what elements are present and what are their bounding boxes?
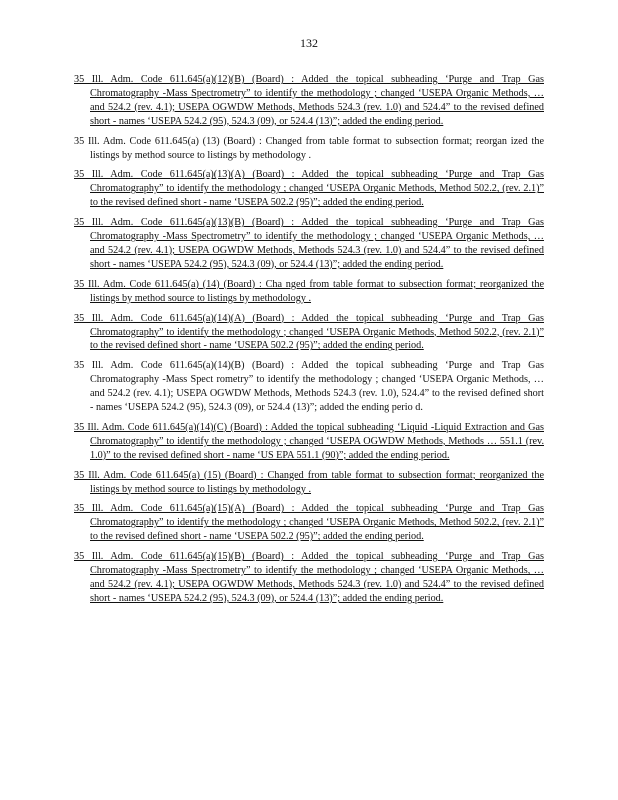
page-number: 132 [300,36,318,50]
entry-list [74,73,544,612]
list-item: 35 Ill. Adm. Code 611.645(a)(13)(B) (Board) : Added the topical subheading ‘Purge and Trap Gas Chromatography -Mass Spectrometry” to identify the methodology ; changed ‘USEPA Organic Methods, … and 524.2 (rev. 4.1); USEPA OGWDW Methods, Methods 524.3 (rev. 1.0) and 524.4” to the revised defined short - names ‘USEPA 524.2 (95), 524.3 (09), or 524.4 (13)”; added the ending period. [74,217,544,270]
list-item: 35 Ill. Adm. Code 611.645(a) (13) (Board) : Changed from table format to subsection format; reorgan ized the listings by method source to listings by methodology . [74,135,544,161]
list-item: 35 Ill. Adm. Code 611.645(a)(15)(A) (Board) : Added the topical subheading ‘Purge and Trap Gas Chromatography” to identify the methodology ; changed ‘USEPA Organic Methods, Method 502.2, (rev. 2.1)” to the revised defined short - name ‘USEPA 502.2 (95)”; added the ending period. [74,503,544,543]
list-item: 35 Ill. Adm. Code 611.645(a)(13)(A) (Board) : Added the topical subheading ‘Purge and Trap Gas Chromatography” to identify the methodology ; changed ‘USEPA Organic Methods, Method 502.2, (rev. 2.1)” to the revised defined short - name ‘USEPA 502.2 (95)”; added the ending period. [74,169,544,209]
list-item: 35 Ill. Adm. Code 611.645(a)(12)(B) (Board) : Added the topical subheading ‘Purge and Trap Gas Chromatography -Mass Spectrometry” to identify the methodology ; changed ‘USEPA Organic Methods, … and 524.2 (rev. 4.1); USEPA OGWDW Methods, Methods 524.3 (rev. 1.0) and 524.4” to the revised defined short - names ‘USEPA 524.2 (95), 524.3 (09), or 524.4 (13)”; added the ending period. [74,74,544,127]
list-item: 35 Ill. Adm. Code 611.645(a) (14) (Board) : Cha nged from table format to subsection format; reorganized the listings by method source to listings by methodology . [74,278,544,304]
list-item: 35 Ill. Adm. Code 611.645(a)(14)(B) (Board) : Added the topical subheading ‘Purge and Trap Gas Chromatography -Mass Spect rometry” to identify the methodology ; changed ‘USEPA Organic Methods, … and 524.2 (rev. 4.1); USEPA OGWDW Methods, Methods 524.3 (rev. 1.0), 524.4” to the revised defined short - names ‘USEPA 524.2 (95), 524.3 (09), or 524.4 (13)”; added the ending perio d. [74,360,544,414]
list-item: 35 Ill. Adm. Code 611.645(a) (15) (Board) : Changed from table format to subsection format; reorganized the listings by method source to listings by methodology . [74,469,544,495]
list-item: 35 Ill. Adm. Code 611.645(a)(15)(B) (Board) : Added the topical subheading ‘Purge and Trap Gas Chromatography -Mass Spectrometry” to identify the methodology ; changed ‘USEPA Organic Methods, … and 524.2 (rev. 4.1); USEPA OGWDW Methods, Methods 524.3 (rev. 1.0) and 524.4” to the revised defined short - names ‘USEPA 524.2 (95), 524.3 (09), or 524.4 (13)”; added the ending period. [74,551,544,604]
list-item: 35 Ill. Adm. Code 611.645(a)(14)(C) (Board) : Added the topical subheading ‘Liquid -Liquid Extraction and Gas Chromatography” to identify the methodology ; changed ‘USEPA OGWDW Methods, Methods … 551.1 (rev. 1.0)” to the revised defined short - name ‘US EPA 551.1 (90)”; added the ending period. [74,421,544,461]
list-item: 35 Ill. Adm. Code 611.645(a)(14)(A) (Board) : Added the topical subheading ‘Purge and Trap Gas Chromatography” to identify the methodology ; changed ‘USEPA Organic Methods, Method 502.2, (rev. 2.1)” to the revised defined short - name ‘USEPA 502.2 (95)”; added the ending period. [74,312,544,352]
